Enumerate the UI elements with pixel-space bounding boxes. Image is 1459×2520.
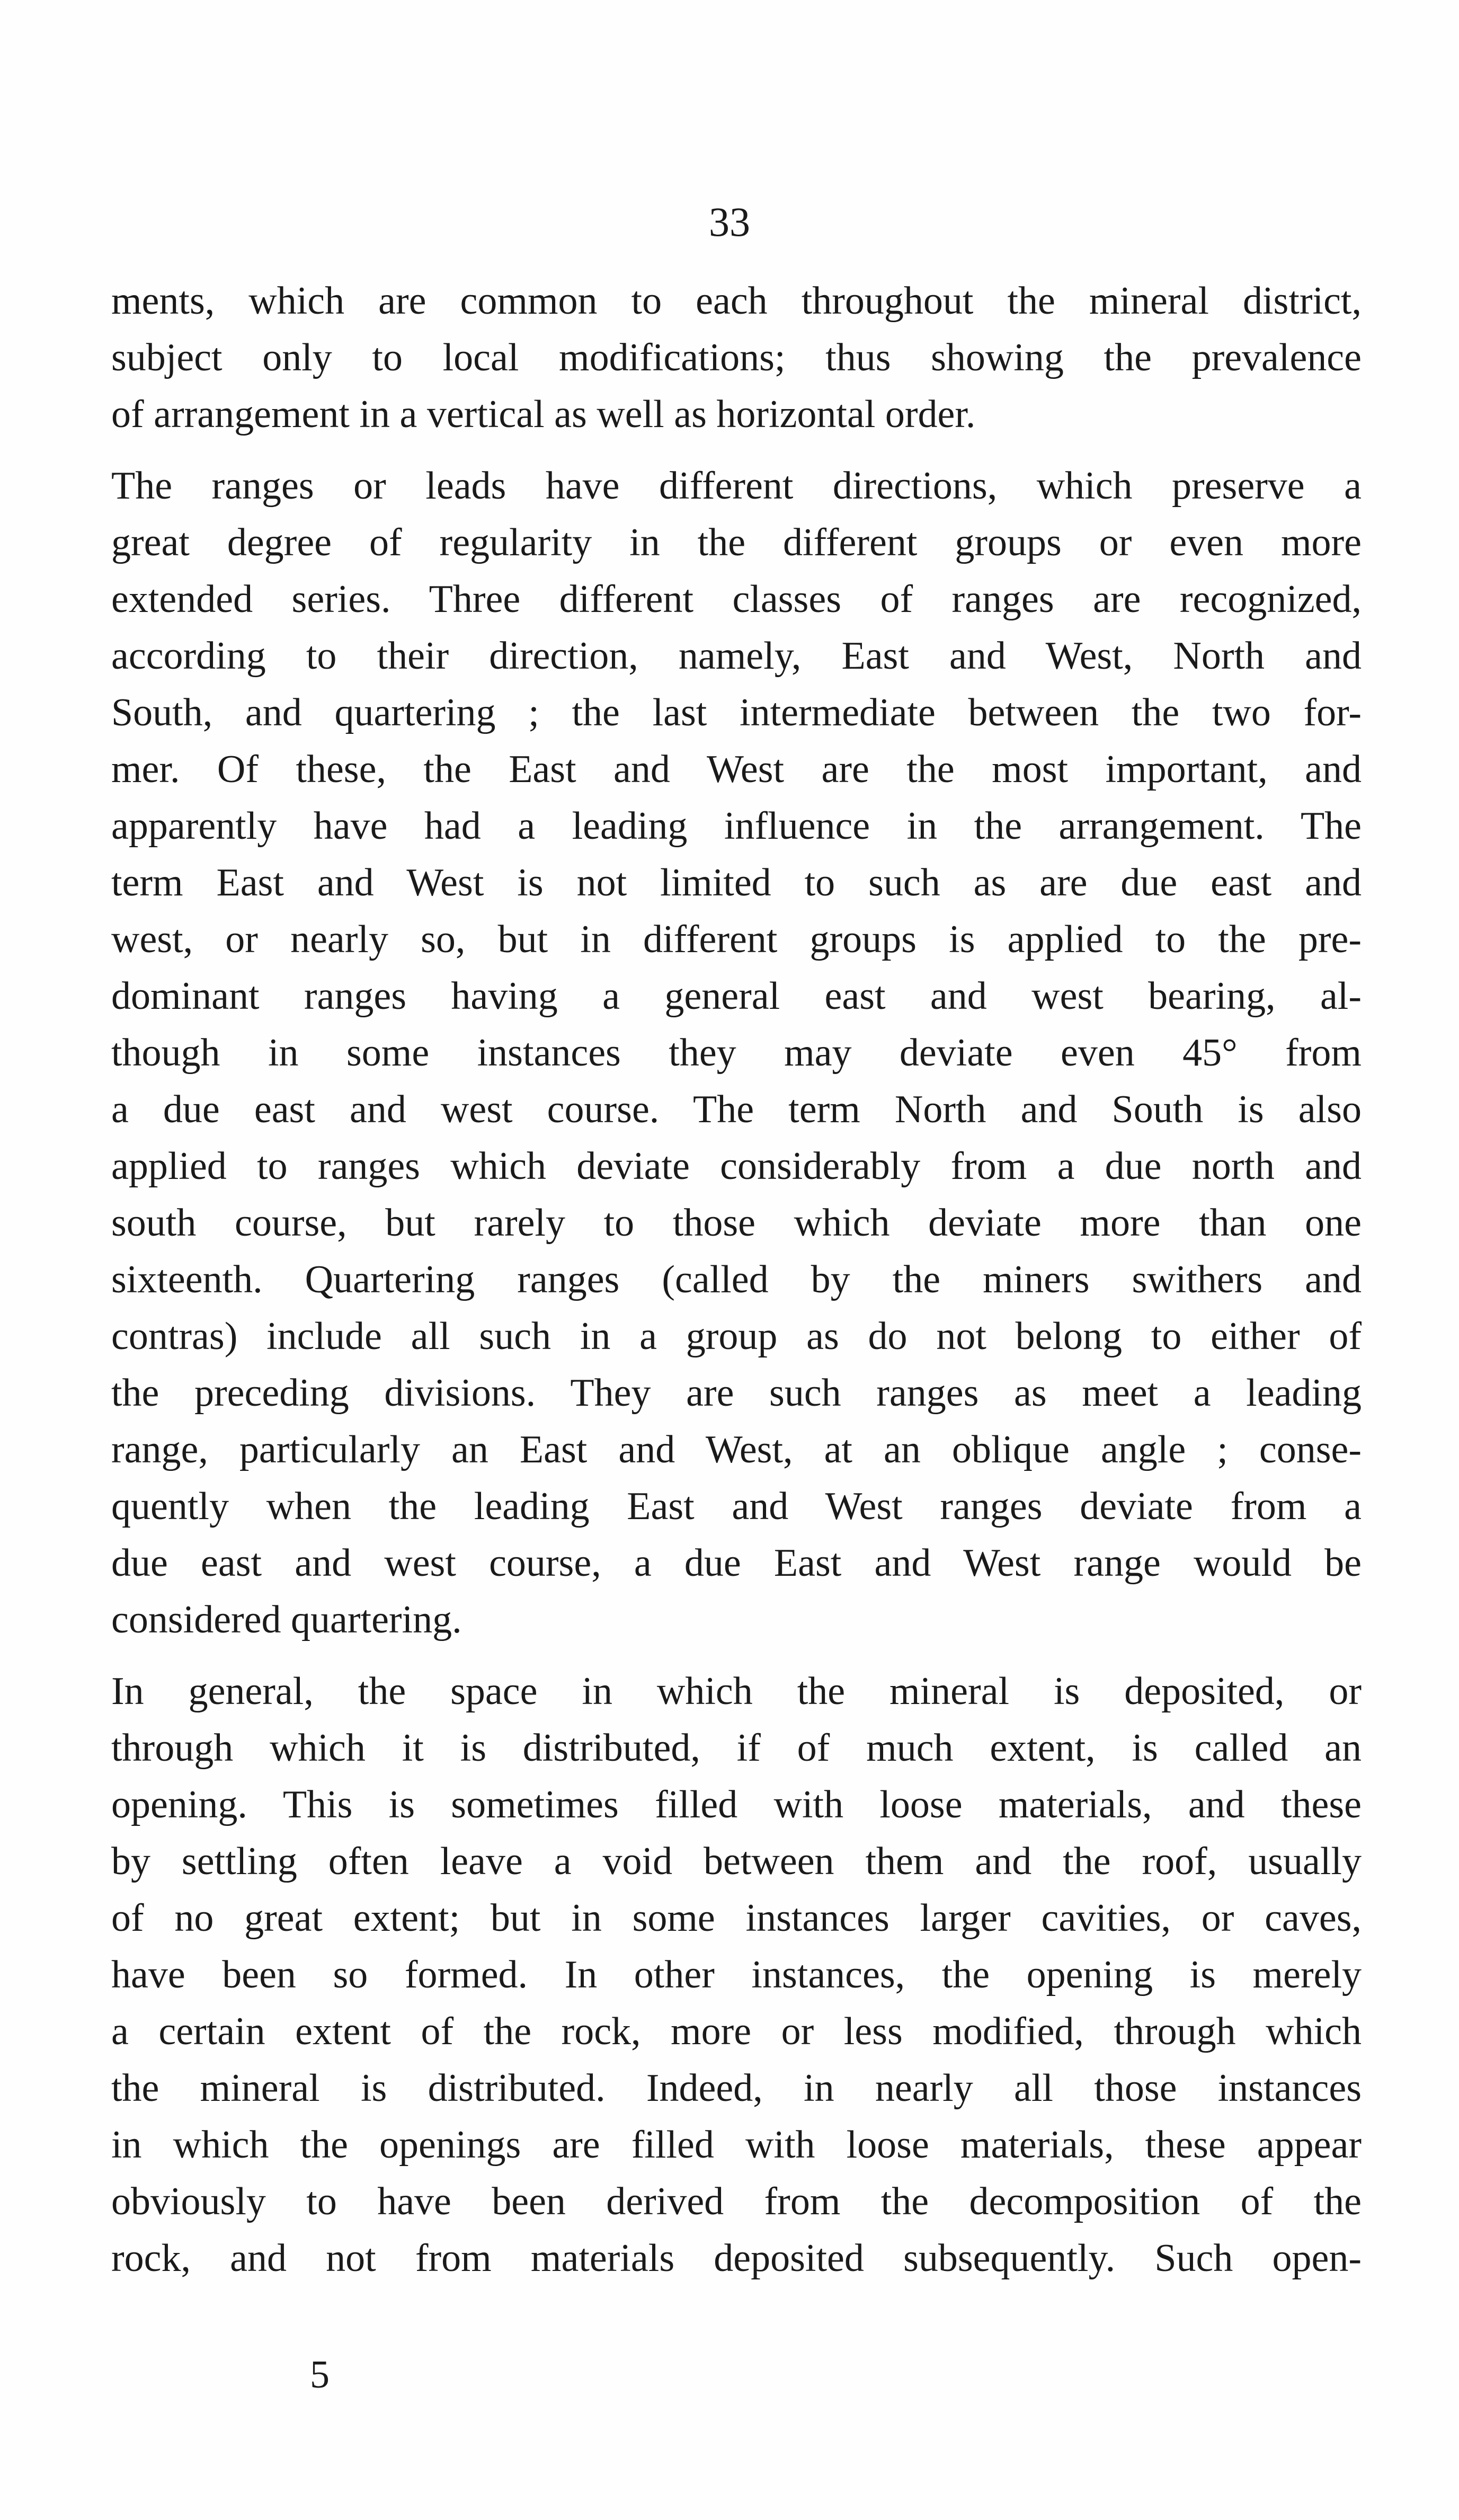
text-line: the preceding divisions. They are such ranges as meet a leading [111,1371,1362,1415]
text-line: The ranges or leads have different directions, which preserve a [111,464,1362,508]
signature-mark: 5 [310,2353,330,2397]
text-line: opening. This is sometimes filled with loose materials, and these [111,1783,1362,1826]
text-line: obviously to have been derived from the decomposition of the [111,2180,1362,2223]
text-line: dominant ranges having a general east and west bearing, al- [111,974,1362,1018]
paragraph-1 [111,273,1362,443]
text-line: apparently have had a leading influence in the arrangement. The [111,804,1362,848]
paragraph-3 [111,1663,1362,2287]
page-number: 33 [709,199,750,245]
text-line: range, particularly an East and West, at an oblique angle ; conse- [111,1428,1362,1471]
text-line: sixteenth. Quartering ranges (called by the miners swithers and [111,1258,1362,1301]
text-line: in which the openings are filled with loose materials, these appear [111,2123,1362,2167]
text-line: considered quartering. [111,1598,462,1641]
text-line: great degree of regularity in the different groups or even more [111,521,1362,564]
text-line: of no great extent; but in some instances larger cavities, or caves, [111,1896,1362,1940]
text-line: have been so formed. In other instances, the opening is merely [111,1953,1362,1997]
text-line: quently when the leading East and West ranges deviate from a [111,1485,1362,1528]
text-line: term East and West is not limited to such as are due east and [111,861,1362,904]
text-line: extended series. Three different classes of ranges are recognized, [111,578,1362,621]
text-line: though in some instances they may deviate even 45° from [111,1031,1362,1075]
text-line: rock, and not from materials deposited subsequently. Such open- [111,2237,1362,2280]
text-line: applied to ranges which deviate considerably from a due north and [111,1144,1362,1188]
text-line: South, and quartering ; the last intermediate between the two for- [111,691,1362,734]
text-line: a due east and west course. The term North and South is also [111,1088,1362,1131]
text-line: a certain extent of the rock, more or less modified, through which [111,2010,1362,2053]
text-line: contras) include all such in a group as do not belong to either of [111,1315,1362,1358]
text-line: west, or nearly so, but in different groups is applied to the pre- [111,918,1362,961]
text-line: through which it is distributed, if of much extent, is called an [111,1726,1362,1770]
text-line: by settling often leave a void between them and the roof, usually [111,1840,1362,1883]
text-line: of arrangement in a vertical as well as horizontal order. [111,393,976,436]
text-line: according to their direction, namely, East and West, North and [111,634,1362,678]
text-line: mer. Of these, the East and West are the most important, and [111,748,1362,791]
text-line: due east and west course, a due East and West range would be [111,1541,1362,1585]
paragraph-2 [111,458,1362,1648]
text-line: the mineral is distributed. Indeed, in nearly all those instances [111,2066,1362,2110]
text-line: south course, but rarely to those which deviate more than one [111,1201,1362,1245]
text-line: subject only to local modifications; thus showing the prevalence [111,336,1362,379]
text-line: In general, the space in which the mineral is deposited, or [111,1670,1362,1713]
body-text [111,273,1362,2287]
text-line: ments, which are common to each throughout the mineral district, [111,279,1362,323]
